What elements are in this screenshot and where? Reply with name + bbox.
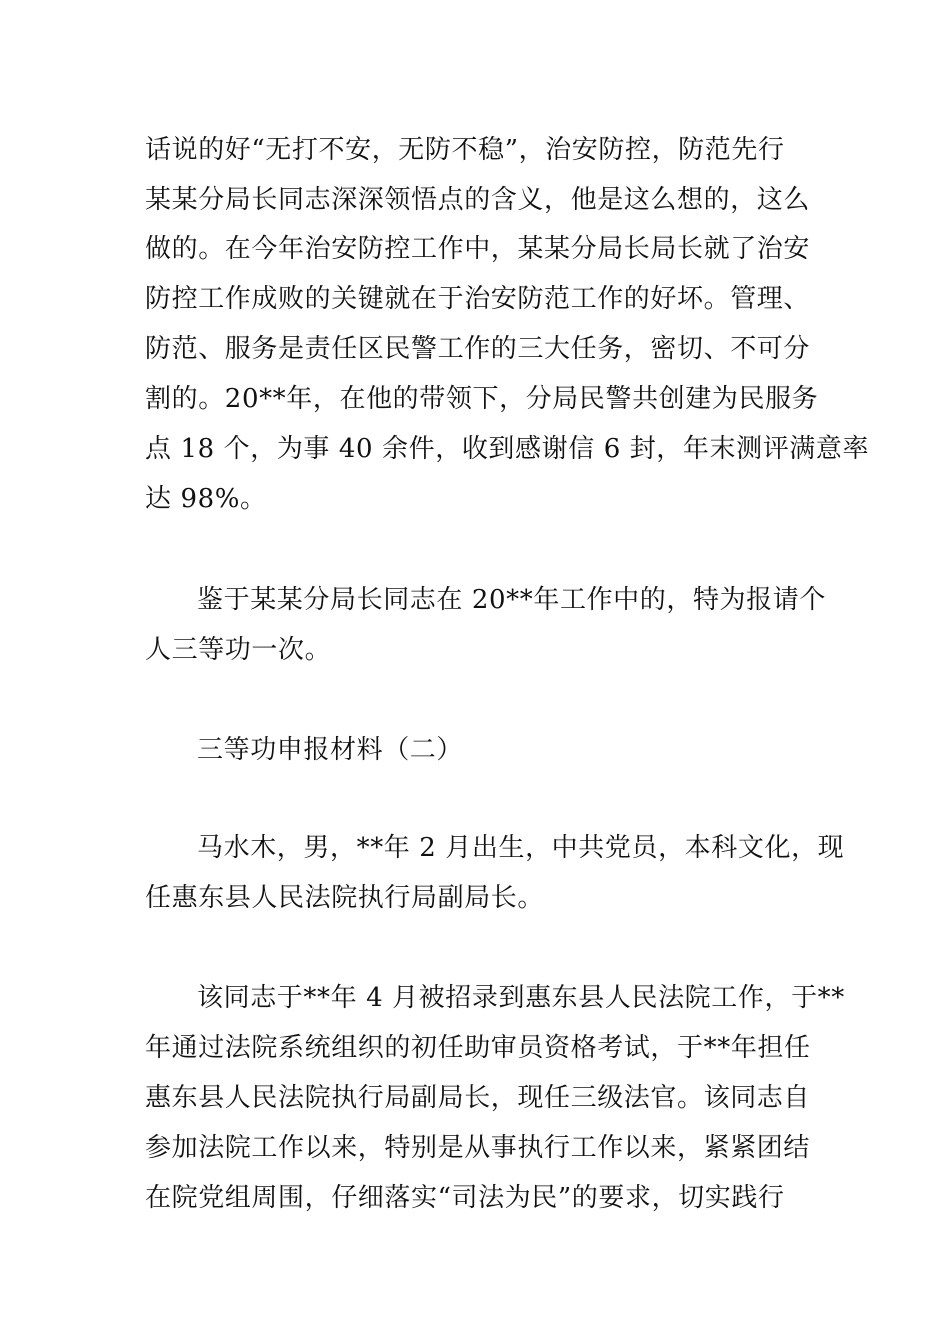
paragraph-4-line-3: 惠东县人民法院执行局副局长，现任三级法官。该同志自 (145, 1083, 811, 1113)
paragraph-1-line-2: 某某分局长同志深深领悟点的含义，他是这么想的，这么 (145, 185, 811, 215)
paragraph-2-line-2: 人三等功一次。 (145, 635, 332, 665)
paragraph-1-line-8: 达 98%。 (145, 484, 267, 514)
paragraph-1-line-1: 话说的好“无打不安，无防不稳”，治安防控，防范先行 (145, 135, 785, 165)
paragraph-1-line-4: 防控工作成败的关键就在于治安防范工作的好坏。管理、 (145, 284, 811, 314)
paragraph-1-line-6: 割的。20**年，在他的带领下，分局民警共创建为民服务 (145, 384, 819, 414)
paragraph-4-line-1: 该同志于**年 4 月被招录到惠东县人民法院工作，于** (197, 983, 845, 1013)
section-heading: 三等功申报材料（二） (197, 735, 464, 765)
paragraph-2-line-1: 鉴于某某分局长同志在 20**年工作中的，特为报请个 (197, 585, 826, 615)
paragraph-4-line-4: 参加法院工作以来，特别是从事执行工作以来，紧紧团结 (145, 1133, 811, 1163)
paragraph-1-line-3: 做的。在今年治安防控工作中，某某分局长局长就了治安 (145, 234, 811, 264)
paragraph-3-line-1: 马水木，男，**年 2 月出生，中共党员，本科文化，现 (197, 833, 845, 863)
paragraph-1-line-7: 点 18 个，为事 40 余件，收到感谢信 6 封，年末测评满意率 (145, 434, 870, 464)
paragraph-1-line-5: 防范、服务是责任区民警工作的三大任务，密切、不可分 (145, 334, 811, 364)
paragraph-4-line-2: 年通过法院系统组织的初任助审员资格考试，于**年担任 (145, 1033, 811, 1063)
paragraph-3-line-2: 任惠东县人民法院执行局副局长。 (145, 883, 545, 913)
paragraph-4-line-5: 在院党组周围，仔细落实“司法为民”的要求，切实践行 (145, 1183, 785, 1213)
